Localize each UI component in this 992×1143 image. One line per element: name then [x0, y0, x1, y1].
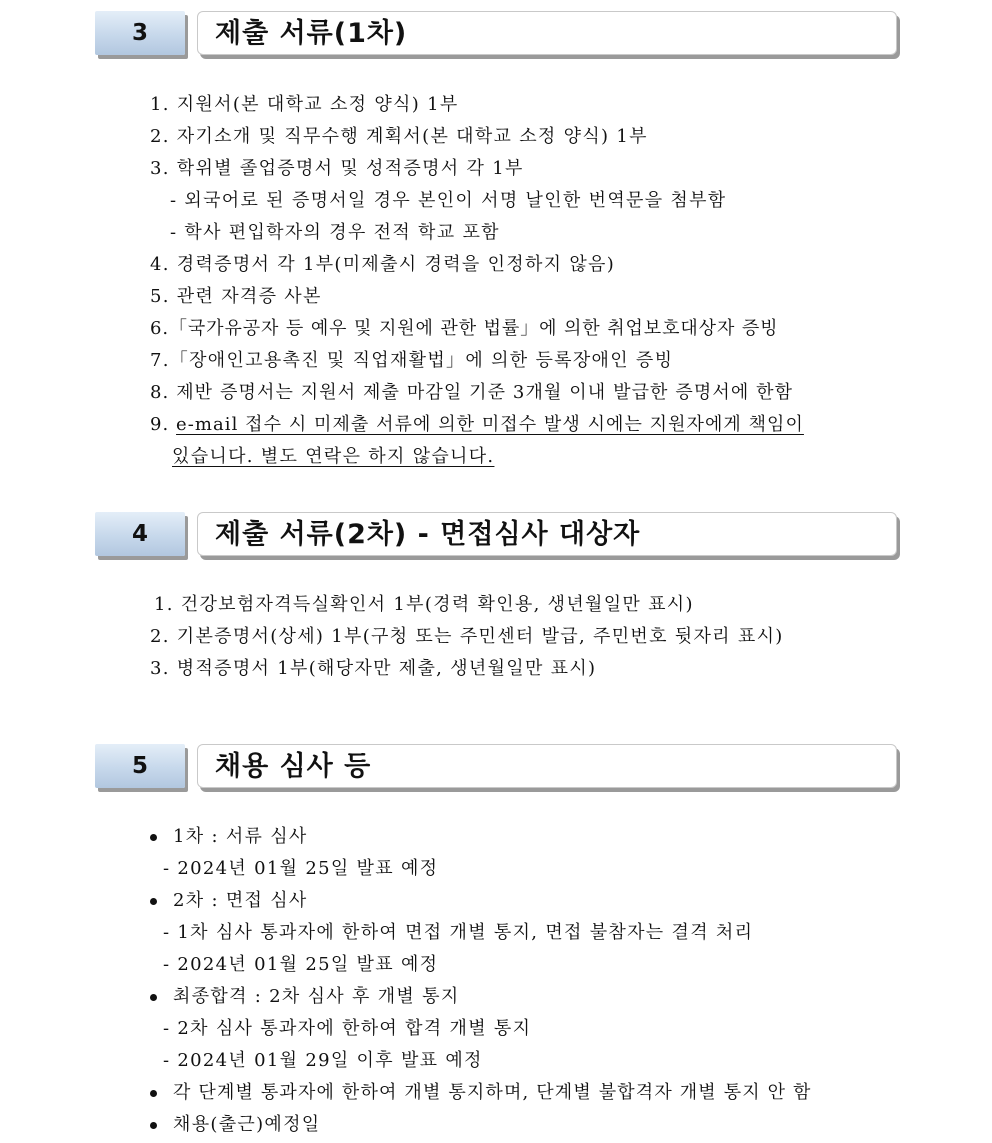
section-title: 제출 서류(1차) — [197, 11, 897, 55]
bullet-subitem: - 2024년 01월 25일 발표 예정 — [163, 858, 439, 879]
section-title: 제출 서류(2차) - 면접심사 대상자 — [197, 512, 897, 556]
notice-text-continued: 있습니다. 별도 연락은 하지 않습니다. — [172, 446, 495, 467]
bullet-icon — [150, 1090, 157, 1097]
list-item: 3. 학위별 졸업증명서 및 성적증명서 각 1부 — [150, 158, 524, 179]
section-number: 5 — [131, 753, 148, 779]
section-number: 4 — [131, 521, 148, 547]
list-item: 2. 기본증명서(상세) 1부(구청 또는 주민센터 발급, 주민번호 뒷자리 표시) — [150, 626, 784, 647]
bullet-subitem: - 1차 심사 통과자에 한하여 면접 개별 통지, 면접 불참자는 결격 처리 — [163, 922, 754, 943]
list-item-number: 9. — [150, 414, 177, 435]
bullet-item: 채용(출근)예정일 — [173, 1114, 321, 1135]
list-item: 3. 병적증명서 1부(해당자만 제출, 생년월일만 표시) — [150, 658, 597, 679]
list-item: 5. 관련 자격증 사본 — [150, 286, 322, 307]
section-title: 채용 심사 등 — [197, 744, 897, 788]
bullet-subitem: - 2024년 01월 29일 이후 발표 예정 — [163, 1050, 483, 1071]
notice-text: e-mail 접수 시 미제출 서류에 의한 미접수 발생 시에는 지원자에게 책임이 — [176, 414, 804, 435]
bullet-item: 1차 : 서류 심사 — [173, 826, 308, 847]
bullet-subitem: - 2차 심사 통과자에 한하여 합격 개별 통지 — [163, 1018, 532, 1039]
bullet-item: 최종합격 : 2차 심사 후 개별 통지 — [173, 986, 460, 1007]
list-item: 1. 지원서(본 대학교 소정 양식) 1부 — [150, 94, 459, 115]
bullet-icon — [150, 834, 157, 841]
bullet-icon — [150, 898, 157, 905]
list-item: 7.「장애인고용촉진 및 직업재활법」에 의한 등록장애인 증빙 — [150, 350, 674, 371]
section-number-box — [95, 11, 185, 55]
section-number: 3 — [131, 20, 148, 46]
bullet-icon — [150, 1122, 157, 1129]
bullet-subitem: - 2024년 01월 25일 발표 예정 — [163, 954, 439, 975]
list-item: 6.「국가유공자 등 예우 및 지원에 관한 법률」에 의한 취업보호대상자 증빙 — [150, 318, 779, 339]
list-item: 4. 경력증명서 각 1부(미제출시 경력을 인정하지 않음) — [150, 254, 616, 275]
list-subitem: - 학사 편입학자의 경우 전적 학교 포함 — [170, 222, 500, 243]
list-item: 1. 건강보험자격득실확인서 1부(경력 확인용, 생년월일만 표시) — [154, 594, 694, 615]
section-number-box — [95, 512, 185, 556]
section-number-box — [95, 744, 185, 788]
bullet-item: 2차 : 면접 심사 — [173, 890, 308, 911]
bullet-item: 각 단계별 통과자에 한하여 개별 통지하며, 단계별 불합격자 개별 통지 안 함 — [173, 1082, 812, 1103]
list-item: 2. 자기소개 및 직무수행 계획서(본 대학교 소정 양식) 1부 — [150, 126, 648, 147]
list-subitem: - 외국어로 된 증명서일 경우 본인이 서명 날인한 번역문을 첨부함 — [170, 190, 727, 211]
list-item: 8. 제반 증명서는 지원서 제출 마감일 기준 3개월 이내 발급한 증명서에 한함 — [150, 382, 794, 403]
list-item-notice — [150, 413, 804, 437]
bullet-icon — [150, 994, 157, 1001]
